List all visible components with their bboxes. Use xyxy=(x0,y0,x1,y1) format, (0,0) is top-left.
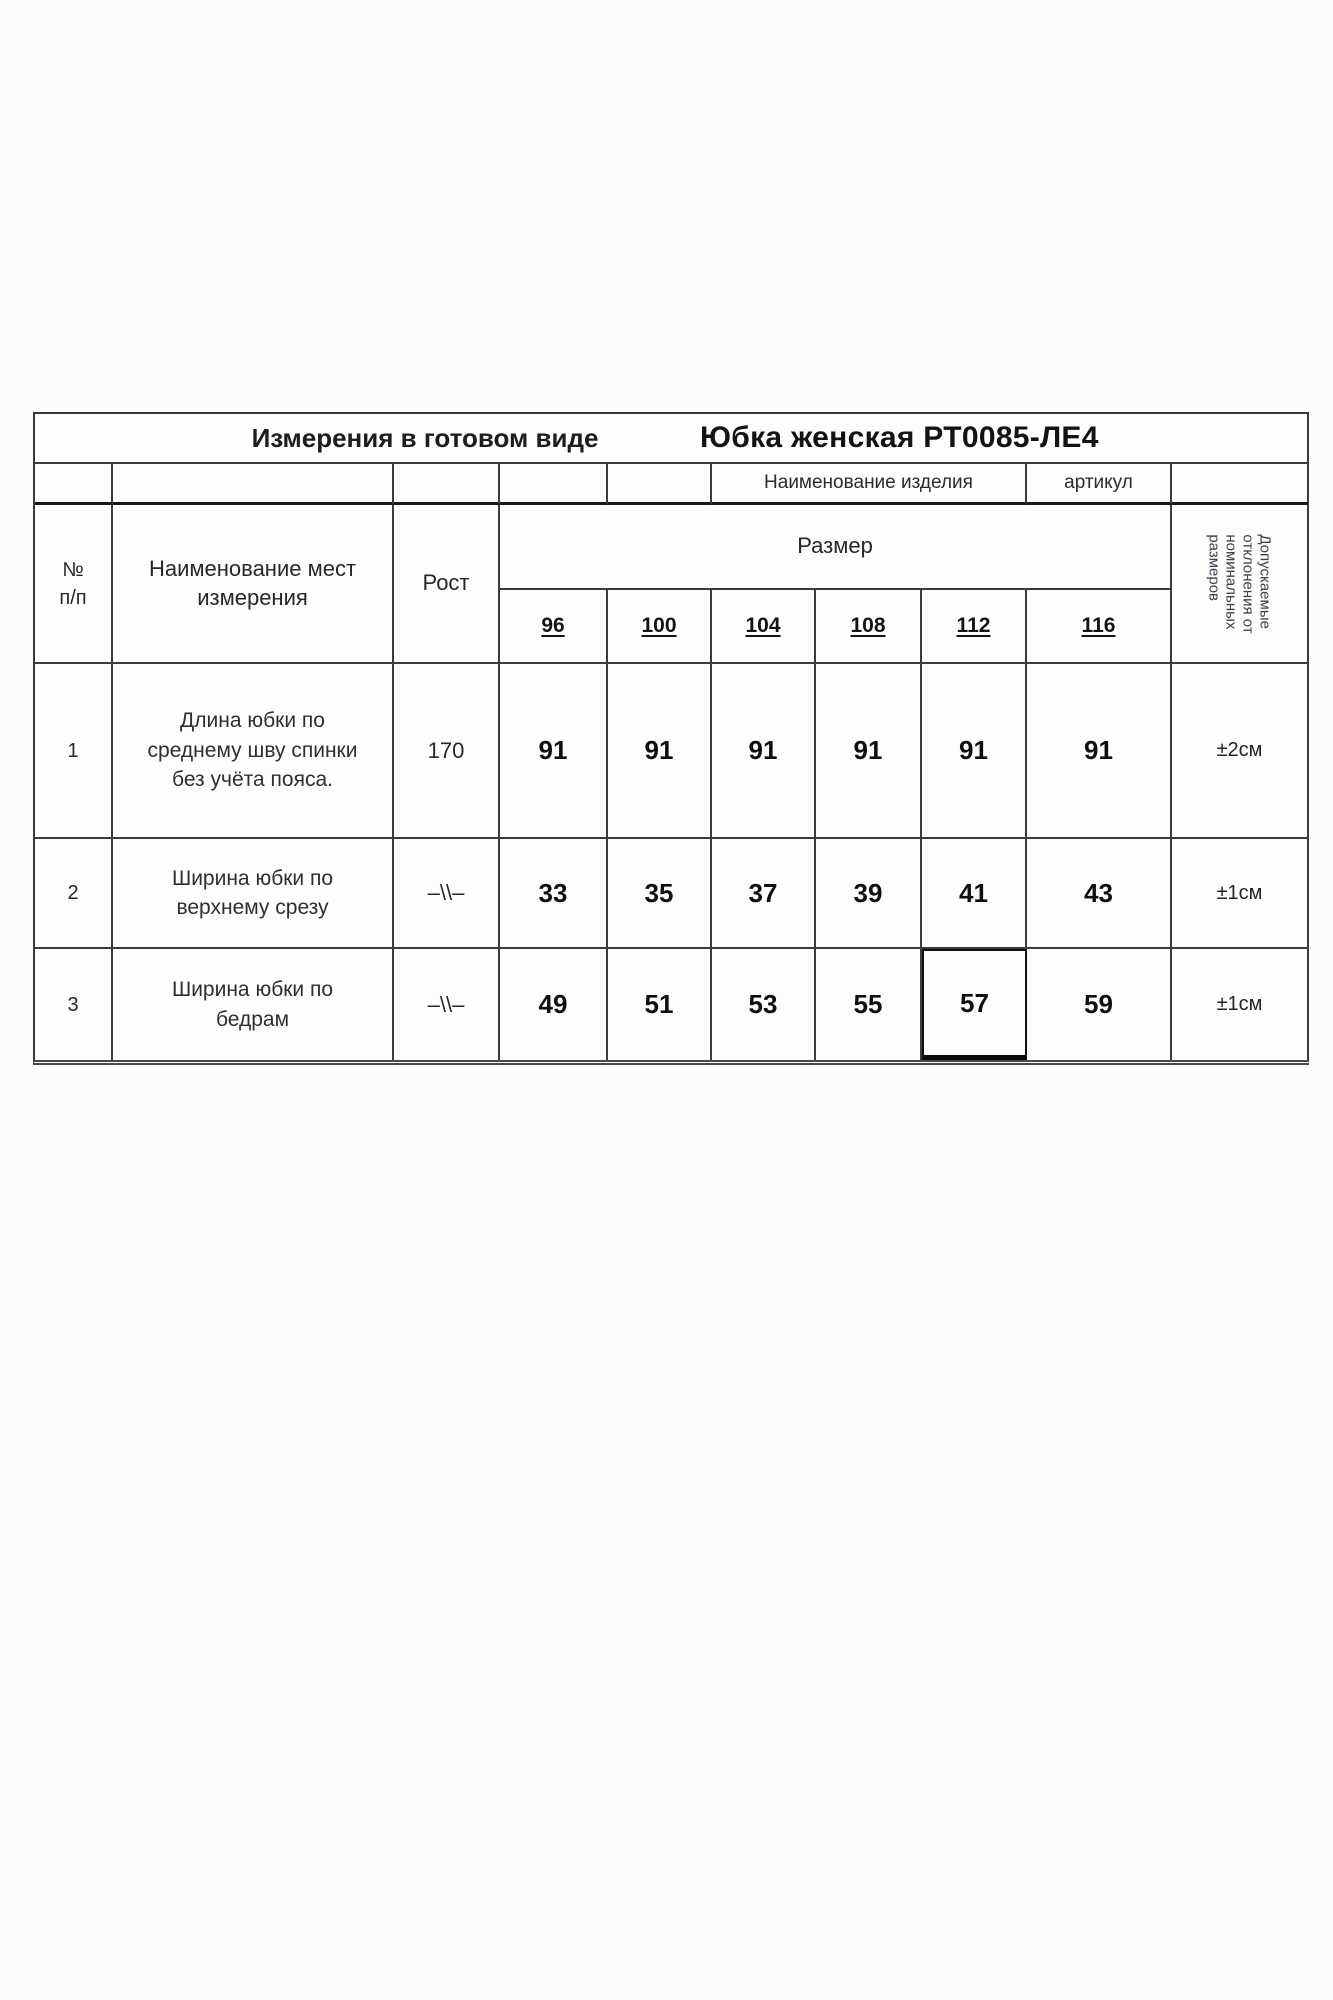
value-cell: 55 xyxy=(816,949,922,1060)
col-header-height: Рост xyxy=(394,505,500,664)
value-cell: 91 xyxy=(712,664,816,839)
col-header-tolerance xyxy=(1172,505,1309,664)
tolerance-value: ±1см xyxy=(1172,949,1309,1060)
title-row xyxy=(35,414,1309,464)
value-cell: 91 xyxy=(500,664,608,839)
row-number: 1 xyxy=(35,664,113,839)
row-number: 2 xyxy=(35,839,113,949)
value-cell: 51 xyxy=(608,949,712,1060)
measurements-table xyxy=(33,412,1309,1065)
subheader-empty-cell xyxy=(1172,464,1309,505)
row-number: 3 xyxy=(35,949,113,1060)
measurement-name: Ширина юбки по верхнему срезу xyxy=(113,839,394,949)
height-value: –\\– xyxy=(394,949,500,1060)
table-title: Измерения в готовом виде xyxy=(251,422,599,453)
col-header-places: Наименование мест измерения xyxy=(113,505,394,664)
size-header-112: 112 xyxy=(922,590,1027,664)
number-sign: № xyxy=(62,558,84,581)
col-header-size: Размер xyxy=(500,505,1172,590)
value-cell: 35 xyxy=(608,839,712,949)
size-header-116: 116 xyxy=(1027,590,1172,664)
size-header-108: 108 xyxy=(816,590,922,664)
selected-value-cell[interactable]: 57 xyxy=(922,949,1027,1060)
tolerance-value: ±1см xyxy=(1172,839,1309,949)
subheader-empty-cell xyxy=(500,464,608,505)
product-title: Юбка женская РТ0085-ЛЕ4 xyxy=(700,421,1099,454)
article-label: артикул xyxy=(1027,464,1172,505)
measurement-name: Длина юбки по среднему шву спинки без учёта пояса. xyxy=(113,664,394,839)
value-cell: 41 xyxy=(922,839,1027,949)
size-header-100: 100 xyxy=(608,590,712,664)
subheader-empty-cell xyxy=(394,464,500,505)
value-cell: 33 xyxy=(500,839,608,949)
value-cell: 91 xyxy=(816,664,922,839)
value-cell: 91 xyxy=(922,664,1027,839)
value-cell: 37 xyxy=(712,839,816,949)
tolerance-value: ±2см xyxy=(1172,664,1309,839)
subheader-empty-cell xyxy=(35,464,113,505)
value-cell: 39 xyxy=(816,839,922,949)
value-cell: 53 xyxy=(712,949,816,1060)
value-cell: 49 xyxy=(500,949,608,1060)
height-value: 170 xyxy=(394,664,500,839)
value-cell: 91 xyxy=(608,664,712,839)
value-cell: 43 xyxy=(1027,839,1172,949)
size-header-104: 104 xyxy=(712,590,816,664)
subheader-empty-cell xyxy=(113,464,394,505)
height-value: –\\– xyxy=(394,839,500,949)
measurement-name: Ширина юбки по бедрам xyxy=(113,949,394,1060)
size-header-96: 96 xyxy=(500,590,608,664)
product-name-label: Наименование изделия xyxy=(712,464,1027,505)
value-cell: 59 xyxy=(1027,949,1172,1060)
col-header-number xyxy=(35,505,113,664)
subheader-empty-cell xyxy=(608,464,712,505)
tolerance-vertical-text: Допускаемые отклонения от номинальных размеров xyxy=(1205,533,1274,634)
value-cell: 91 xyxy=(1027,664,1172,839)
number-sub: п/п xyxy=(59,586,87,609)
